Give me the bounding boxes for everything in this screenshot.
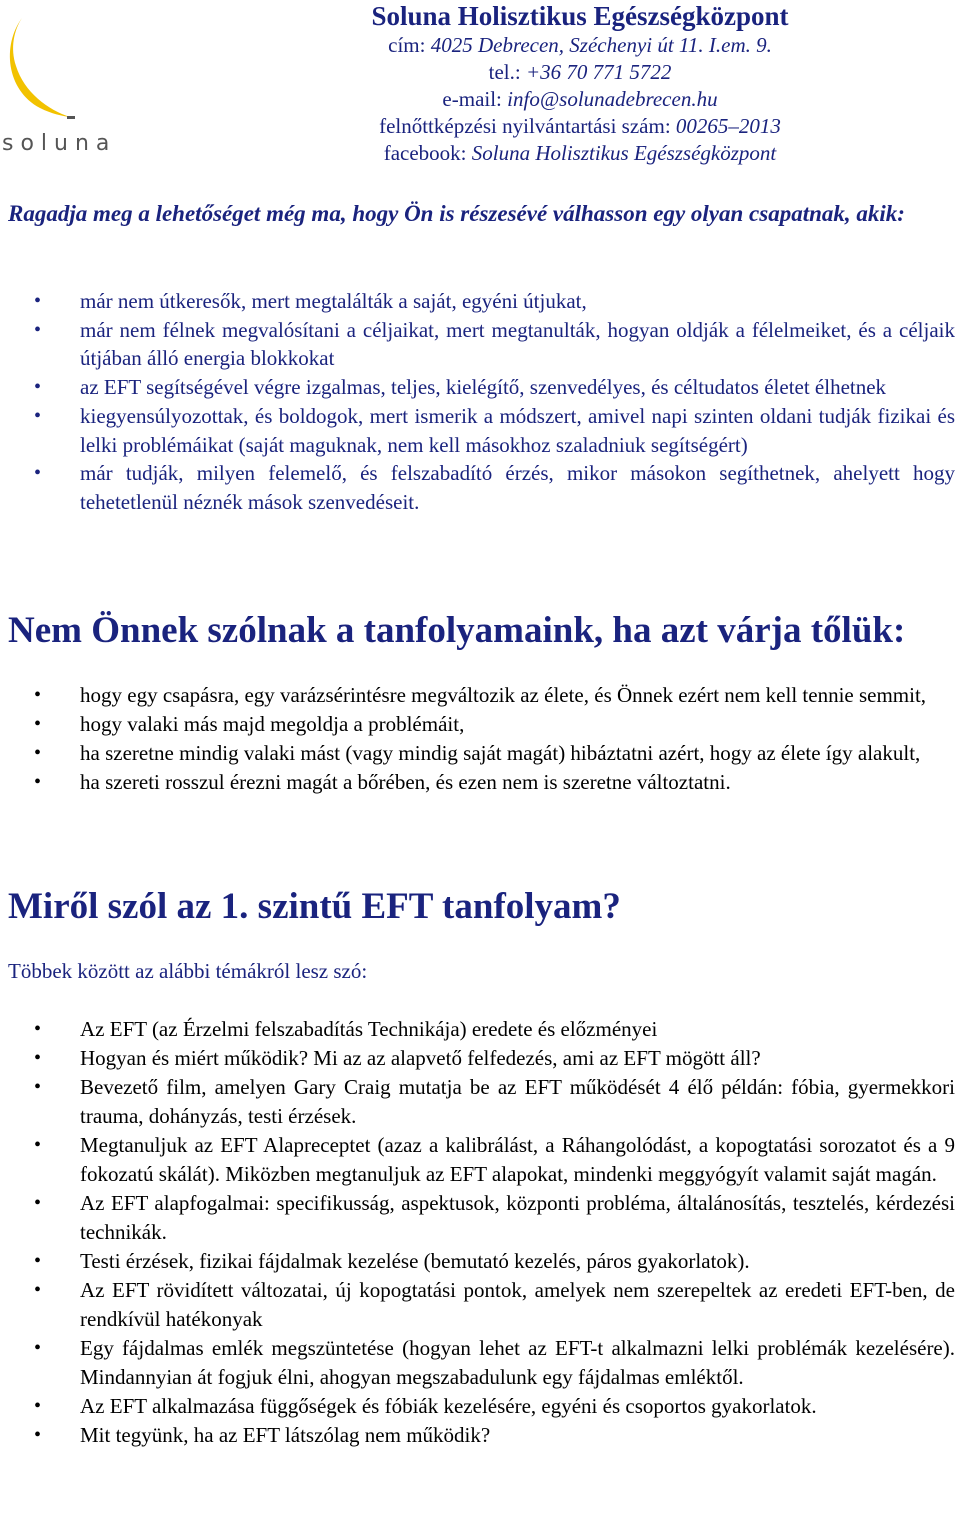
list-item — [0, 1189, 960, 1247]
list-item — [0, 768, 960, 797]
heading-course: Miről szól az 1. szintű EFT tanfolyam? — [8, 886, 621, 927]
bullet-icon: • — [34, 1250, 42, 1272]
bullet-icon: • — [34, 318, 42, 341]
course-intro: Többek között az alábbi témákról lesz szó: — [8, 959, 368, 983]
registration-line — [200, 113, 960, 140]
bullet-icon: • — [34, 462, 42, 485]
list-item — [0, 1247, 960, 1276]
bullet-icon: • — [34, 404, 42, 427]
list-item — [0, 1334, 960, 1392]
course-topics-list — [0, 1015, 960, 1450]
bullet-icon: • — [34, 713, 42, 735]
registration-number: 00265–2013 — [675, 114, 781, 138]
list-item — [0, 1131, 960, 1189]
email-link[interactable]: info@solunadebrecen.hu — [507, 87, 718, 111]
bullet-icon: • — [34, 1424, 42, 1446]
intro-text: Ragadja meg a lehetőséget még ma, hogy Ön is részesévé válhasson egy olyan csapatnak, akik: — [8, 201, 905, 226]
bullet-icon: • — [34, 684, 42, 706]
bullet-icon: • — [34, 1076, 42, 1098]
list-item-text: Az EFT rövidített változatai, új kopogtatási pontok, amelyek nem szerepeltek az eredeti EFT-ben, de rendkívül hatékonyak — [80, 1278, 955, 1331]
list-item-text: Egy fájdalmas emlék megszüntetése (hogyan lehet az EFT-t alkalmazni lelki problémák kezelésére). Mindannyian át fogjuk élni, ahogyan megszabadulunk egy fájdalmas emléktől. — [80, 1336, 955, 1389]
facebook-line — [200, 140, 960, 167]
phone-value: +36 70 771 5722 — [525, 60, 672, 84]
address-value: 4025 Debrecen, Széchenyi út 11. I.em. 9. — [430, 33, 772, 57]
bullet-icon: • — [34, 1337, 42, 1359]
list-item-text: kiegyensúlyozottak, és boldogok, mert ismerik a módszert, amivel napi szinten oldani tudják fizikai és lelki problémáikat (saját maguknak, nem kell másokhoz szaladniuk segítségért) — [80, 403, 955, 457]
email-label: e-mail: — [442, 87, 508, 111]
document-header — [0, 0, 960, 175]
list-item — [0, 1044, 960, 1073]
list-item — [0, 287, 960, 316]
list-item-text: ha szeretne mindig valaki mást (vagy mindig saját magát) hibáztatni azért, hogy az élete így alakult, — [80, 741, 921, 765]
list-item-text: már nem félnek megvalósítani a céljaikat, mert megtanulták, hogyan oldják a félelmeiket, és a céljaik útjában álló energia blokkokat — [80, 317, 955, 371]
list-item-text: Az EFT alkalmazása függőségek és fóbiák kezelésére, egyéni és csoportos gyakorlatok. — [80, 1394, 817, 1418]
list-item-text: már nem útkeresők, mert megtalálták a saját, egyéni útjukat, — [80, 289, 587, 313]
logo-wordmark: s o l u n a — [2, 131, 110, 156]
list-item — [0, 1392, 960, 1421]
list-item — [0, 402, 960, 459]
list-item-text: hogy valaki más majd megoldja a problémáit, — [80, 712, 465, 736]
list-item — [0, 373, 960, 402]
team-list — [0, 287, 960, 517]
facebook-label: facebook: — [383, 141, 472, 165]
list-item-text: Testi érzések, fizikai fájdalmak kezelése (bemutató kezelés, páros gyakorlatok). — [80, 1249, 750, 1273]
bullet-icon: • — [34, 1192, 42, 1214]
list-item-text: Hogyan és miért működik? Mi az az alapvető felfedezés, ami az EFT mögött áll? — [80, 1046, 761, 1070]
list-item-text: már tudják, milyen felemelő, és felszabadító érzés, mikor másokon segíthetnek, ahelyett hogy tehetetlenül néznék mások szenvedéseit. — [80, 461, 955, 514]
list-item-text: Mit tegyünk, ha az EFT látszólag nem működik? — [80, 1423, 491, 1447]
list-item — [0, 710, 960, 739]
bullet-icon: • — [34, 376, 42, 399]
bullet-icon: • — [34, 290, 42, 312]
list-item-text: hogy egy csapásra, egy varázsérintésre megváltozik az élete, és Önnek ezért nem kell tennie semmit, — [80, 683, 927, 707]
list-item — [0, 739, 960, 768]
list-item — [0, 459, 960, 516]
soluna-logo — [0, 0, 160, 160]
not-for-list — [0, 681, 960, 797]
list-item-text: az EFT segítségével végre izgalmas, teljes, kielégítő, szenvedélyes, és céltudatos életet élhetnek — [80, 375, 887, 400]
list-item — [0, 681, 960, 710]
list-item — [0, 1073, 960, 1131]
bullet-icon: • — [34, 1047, 42, 1069]
phone-line — [200, 59, 960, 86]
list-item-text: Bevezető film, amelyen Gary Craig mutatja be az EFT működését 4 élő példán: fóbia, gyermekkori trauma, dohányzás, testi érzések. — [80, 1075, 955, 1128]
phone-label: tel.: — [488, 60, 526, 84]
bullet-icon: • — [34, 771, 42, 793]
organization-name: Soluna Holisztikus Egészségközpont — [371, 1, 789, 31]
registration-label: felnőttképzési nyilvántartási szám: — [379, 114, 676, 138]
address-label: cím: — [388, 33, 431, 57]
email-line — [200, 86, 960, 113]
bullet-icon: • — [34, 1395, 42, 1417]
list-item — [0, 1421, 960, 1450]
sun-arc-icon — [0, 0, 160, 160]
heading-not-for: Nem Önnek szólnak a tanfolyamaink, ha azt várja tőlük: — [8, 610, 906, 651]
list-item — [0, 1015, 960, 1044]
contact-block — [200, 0, 960, 167]
address-line — [200, 32, 960, 59]
bullet-icon: • — [34, 1018, 42, 1040]
list-item-text: Az EFT (az Érzelmi felszabadítás Technikája) eredete és előzményei — [80, 1017, 658, 1041]
bullet-icon: • — [34, 1279, 42, 1301]
list-item — [0, 316, 960, 373]
bullet-icon: • — [34, 1134, 42, 1156]
facebook-value: Soluna Holisztikus Egészségközpont — [471, 141, 777, 165]
list-item-text: ha szereti rosszul érezni magát a bőrében, és ezen nem is szeretne változtatni. — [80, 770, 731, 794]
list-item-text: Az EFT alapfogalmai: specifikusság, aspektusok, központi probléma, általánosítás, tesztelés, kérdezési technikák. — [80, 1191, 955, 1244]
list-item — [0, 1276, 960, 1334]
bullet-icon: • — [34, 742, 42, 764]
list-item-text: Megtanuljuk az EFT Alapreceptet (azaz a kalibrálást, a Ráhangolódást, a kopogtatási sorozatot és a 9 fokozatú skálát). Miközben megtanuljuk az EFT alapokat, mindenki meggyógyít valamit saját magán. — [80, 1133, 955, 1186]
